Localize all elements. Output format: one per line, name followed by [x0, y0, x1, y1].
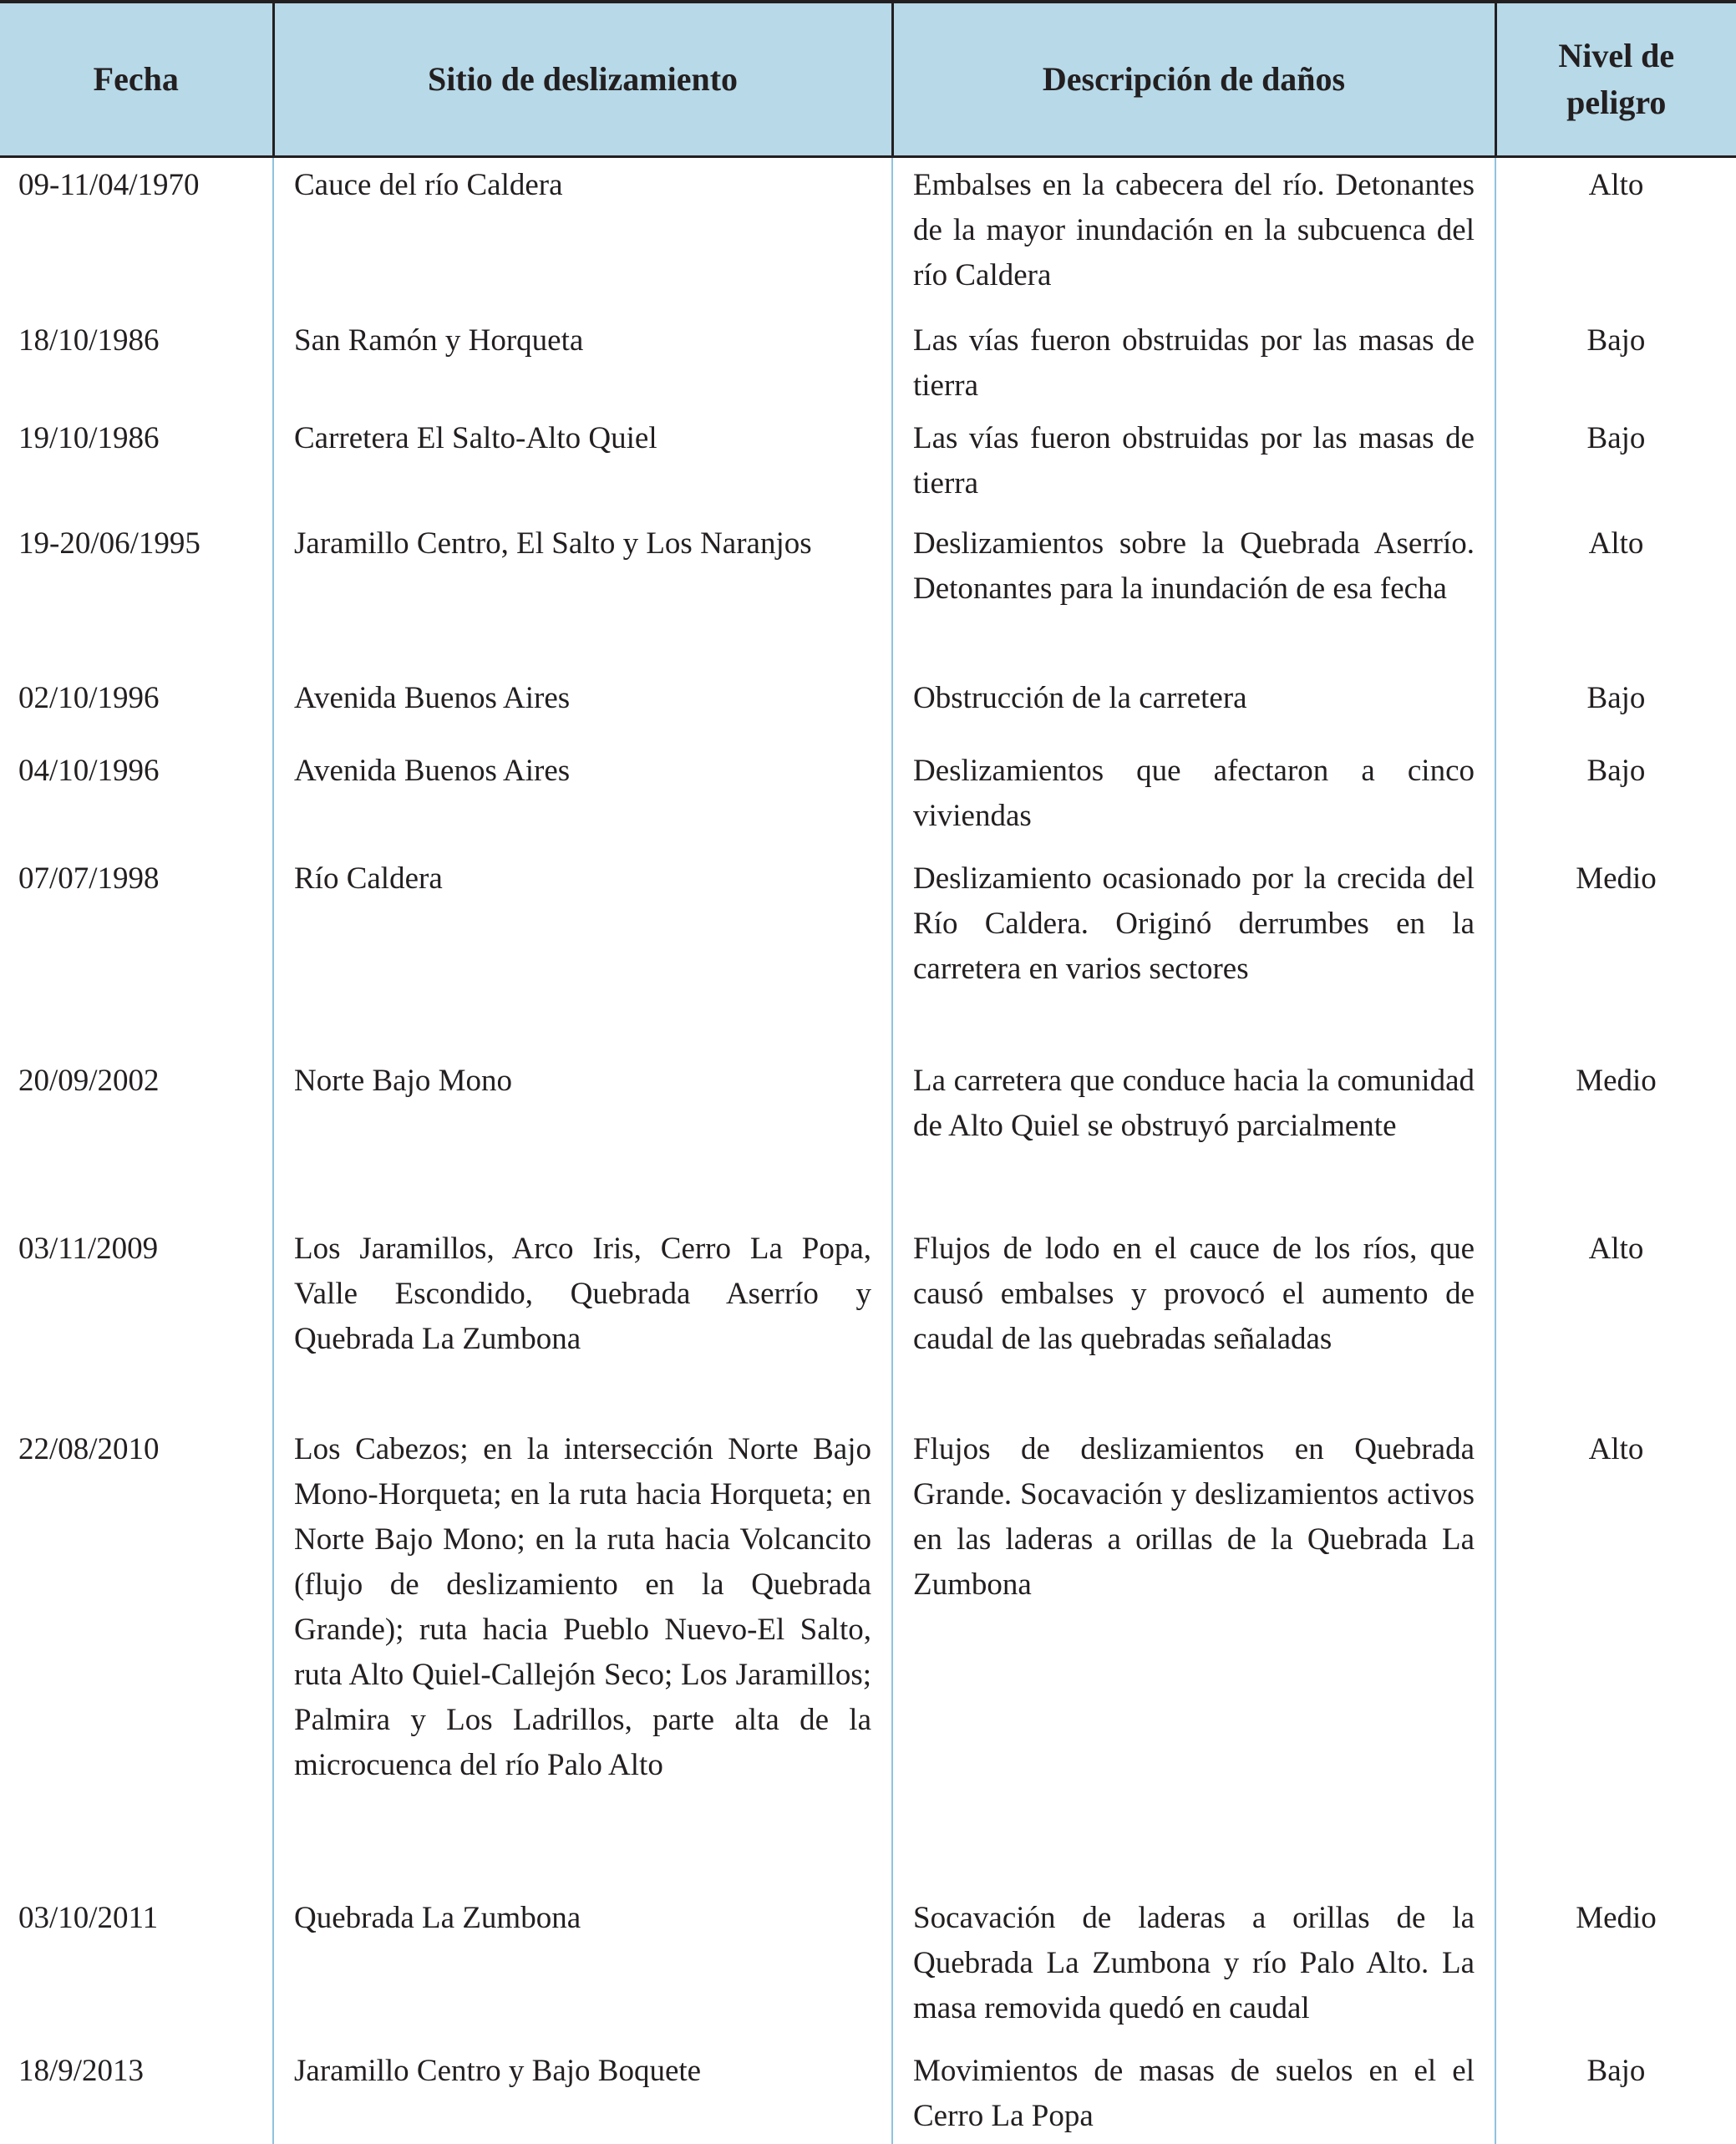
cell-sitio: Jaramillo Centro, El Salto y Los Naranjos — [273, 516, 892, 671]
header-nivel: Nivel de peligro — [1495, 2, 1736, 156]
cell-nivel: Alto — [1495, 1222, 1736, 1422]
cell-sitio: Carretera El Salto-Alto Quiel — [273, 411, 892, 516]
table-row — [0, 671, 1736, 744]
table-row — [0, 156, 1736, 313]
cell-descripcion: Deslizamientos que afectaron a cinco viviendas — [892, 744, 1495, 851]
table-row — [0, 2044, 1736, 2144]
cell-sitio: Jaramillo Centro y Bajo Boquete — [273, 2044, 892, 2144]
cell-fecha: 20/09/2002 — [0, 1054, 273, 1222]
table-row — [0, 1222, 1736, 1422]
cell-nivel: Bajo — [1495, 2044, 1736, 2144]
cell-nivel: Bajo — [1495, 671, 1736, 744]
cell-sitio: Quebrada La Zumbona — [273, 1891, 892, 2044]
cell-descripcion: Flujos de deslizamientos en Quebrada Grande. Socavación y deslizamientos activos en las laderas a orillas de la Quebrada La Zumbona — [892, 1422, 1495, 1891]
table-row — [0, 851, 1736, 1054]
cell-sitio: Cauce del río Caldera — [273, 156, 892, 313]
header-row — [0, 2, 1736, 156]
cell-nivel: Alto — [1495, 156, 1736, 313]
cell-descripcion: Deslizamientos sobre la Quebrada Aserrío. Detonantes para la inundación de esa fecha — [892, 516, 1495, 671]
cell-fecha: 03/10/2011 — [0, 1891, 273, 2044]
cell-nivel: Medio — [1495, 851, 1736, 1054]
cell-sitio: Río Caldera — [273, 851, 892, 1054]
header-descripcion: Descripción de daños — [892, 2, 1495, 156]
cell-descripcion: Obstrucción de la carretera — [892, 671, 1495, 744]
cell-descripcion: Embalses en la cabecera del río. Detonantes de la mayor inundación en la subcuenca del río Caldera — [892, 156, 1495, 313]
cell-nivel: Bajo — [1495, 313, 1736, 411]
cell-fecha: 04/10/1996 — [0, 744, 273, 851]
cell-sitio: Avenida Buenos Aires — [273, 744, 892, 851]
cell-fecha: 02/10/1996 — [0, 671, 273, 744]
cell-descripcion: Las vías fueron obstruidas por las masas de tierra — [892, 313, 1495, 411]
header-sitio: Sitio de deslizamiento — [273, 2, 892, 156]
table-row — [0, 1891, 1736, 2044]
header-fecha: Fecha — [0, 2, 273, 156]
table-row — [0, 1054, 1736, 1222]
cell-sitio: San Ramón y Horqueta — [273, 313, 892, 411]
cell-sitio: Los Cabezos; en la intersección Norte Bajo Mono-Horqueta; en la ruta hacia Horqueta; en Norte Bajo Mono; en la ruta hacia Volcancito (flujo de deslizamiento en la Quebrada Grande); ruta hacia Pueblo Nuevo-El Salto, ruta Alto Quiel-Callejón Seco; Los Jaramillos; Palmira y Los Ladrillos, parte alta de la microcuenca del río Palo Alto — [273, 1422, 892, 1891]
table-row — [0, 313, 1736, 411]
cell-sitio: Avenida Buenos Aires — [273, 671, 892, 744]
cell-descripcion: Las vías fueron obstruidas por las masas de tierra — [892, 411, 1495, 516]
table-row — [0, 744, 1736, 851]
cell-nivel: Bajo — [1495, 744, 1736, 851]
cell-fecha: 19/10/1986 — [0, 411, 273, 516]
cell-nivel: Bajo — [1495, 411, 1736, 516]
cell-fecha: 03/11/2009 — [0, 1222, 273, 1422]
cell-fecha: 18/9/2013 — [0, 2044, 273, 2144]
cell-nivel: Alto — [1495, 516, 1736, 671]
cell-descripcion: Deslizamiento ocasionado por la crecida del Río Caldera. Originó derrumbes en la carretera en varios sectores — [892, 851, 1495, 1054]
cell-fecha: 19-20/06/1995 — [0, 516, 273, 671]
cell-nivel: Alto — [1495, 1422, 1736, 1891]
table-row — [0, 1422, 1736, 1891]
cell-fecha: 22/08/2010 — [0, 1422, 273, 1891]
table-row — [0, 516, 1736, 671]
cell-sitio: Los Jaramillos, Arco Iris, Cerro La Popa, Valle Escondido, Quebrada Aserrío y Quebrada La Zumbona — [273, 1222, 892, 1422]
cell-fecha: 09-11/04/1970 — [0, 156, 273, 313]
table-row — [0, 411, 1736, 516]
cell-descripcion: Socavación de laderas a orillas de la Quebrada La Zumbona y río Palo Alto. La masa removida quedó en caudal — [892, 1891, 1495, 2044]
cell-nivel: Medio — [1495, 1054, 1736, 1222]
cell-fecha: 18/10/1986 — [0, 313, 273, 411]
cell-descripcion: Movimientos de masas de suelos en el el Cerro La Popa — [892, 2044, 1495, 2144]
cell-nivel: Medio — [1495, 1891, 1736, 2044]
cell-sitio: Norte Bajo Mono — [273, 1054, 892, 1222]
cell-descripcion: Flujos de lodo en el cauce de los ríos, que causó embalses y provocó el aumento de caudal de las quebradas señaladas — [892, 1222, 1495, 1422]
cell-fecha: 07/07/1998 — [0, 851, 273, 1054]
cell-descripcion: La carretera que conduce hacia la comunidad de Alto Quiel se obstruyó parcialmente — [892, 1054, 1495, 1222]
